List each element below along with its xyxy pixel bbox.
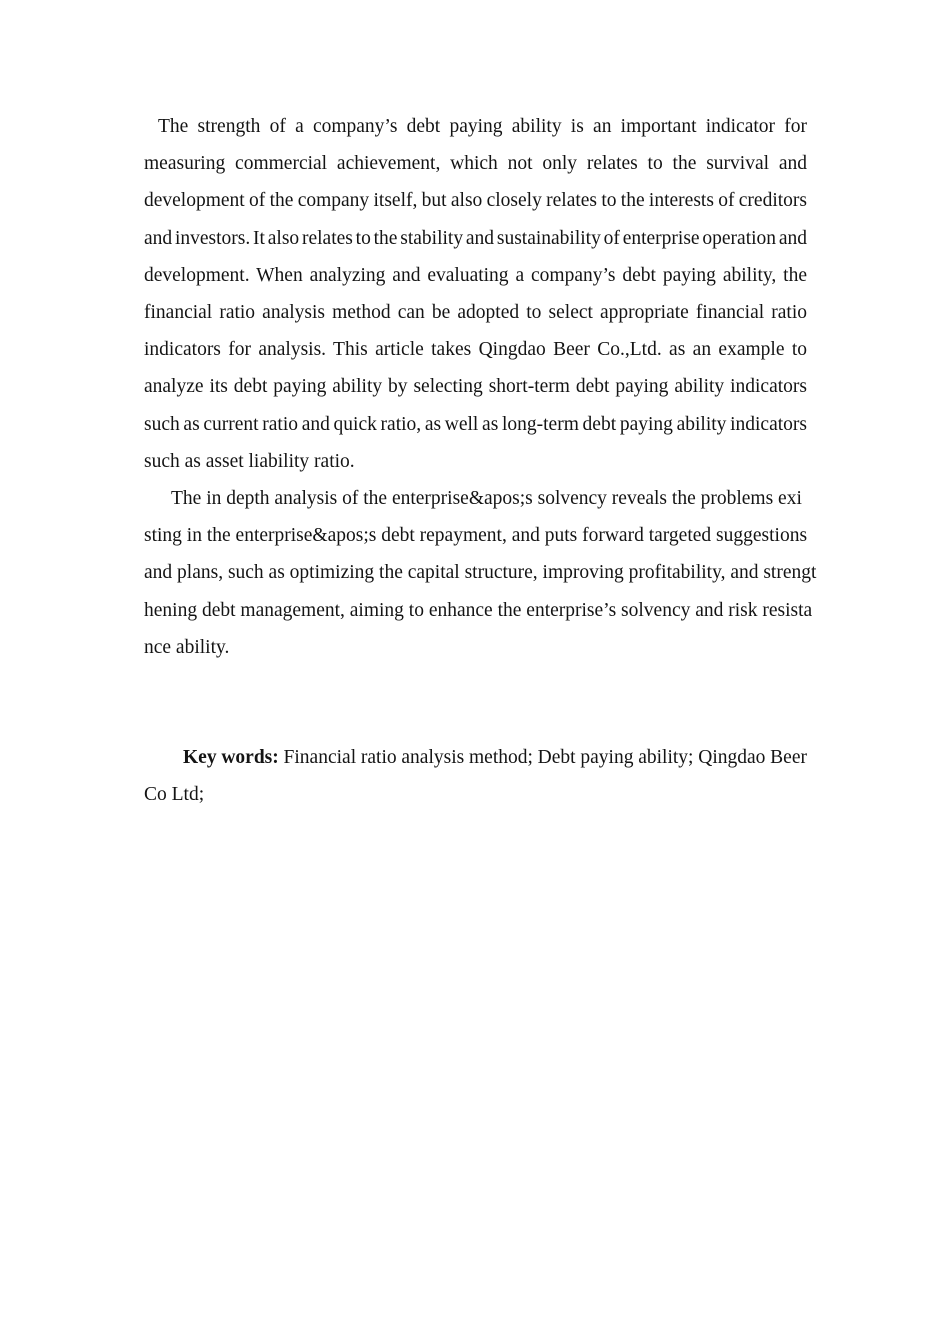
blank-lines-gap bbox=[144, 666, 807, 739]
paragraph-line: and investors. It also relates to the stability and sustainability of enterprise operation and bbox=[144, 227, 807, 249]
keywords-block bbox=[144, 739, 807, 813]
paragraph-line: The in depth analysis of the enterprise&apos;s solvency reveals the problems exi bbox=[171, 488, 802, 510]
keywords-text: Financial ratio analysis method; Debt paying ability; Qingdao Beer bbox=[278, 747, 807, 769]
paragraph-line: development. When analyzing and evaluating a company’s debt paying ability, the bbox=[144, 264, 807, 286]
keywords-line: Co Ltd; bbox=[144, 784, 205, 806]
paragraph-line: financial ratio analysis method can be adopted to select appropriate financial ratio bbox=[144, 302, 807, 324]
paragraph-line: analyze its debt paying ability by selecting short-term debt paying ability indicators bbox=[144, 376, 807, 398]
paragraph-line: development of the company itself, but also closely relates to the interests of creditors bbox=[144, 190, 807, 212]
paragraph-line: indicators for analysis. This article takes Qingdao Beer Co.,Ltd. as an example to bbox=[144, 339, 807, 361]
abstract-paragraph-1 bbox=[144, 108, 807, 480]
keywords-line bbox=[144, 739, 807, 776]
paragraph-line: such as asset liability ratio. bbox=[144, 450, 355, 472]
paragraph-line: nce ability. bbox=[144, 636, 230, 658]
paragraph-line: hening debt management, aiming to enhance the enterprise’s solvency and risk resista bbox=[144, 599, 813, 621]
keywords-label: Key words: bbox=[183, 747, 279, 769]
paragraph-line: such as current ratio and quick ratio, as well as long-term debt paying ability indicators bbox=[144, 413, 807, 435]
paragraph-line: The strength of a company’s debt paying ability is an important indicator for bbox=[158, 116, 807, 137]
paragraph-line: measuring commercial achievement, which not only relates to the survival and bbox=[144, 153, 807, 175]
paragraph-line: and plans, such as optimizing the capital structure, improving profitability, and strengt bbox=[144, 562, 817, 584]
abstract-paragraph-2 bbox=[144, 480, 817, 666]
paragraph-line: sting in the enterprise&apos;s debt repayment, and puts forward targeted suggestions bbox=[144, 525, 808, 547]
